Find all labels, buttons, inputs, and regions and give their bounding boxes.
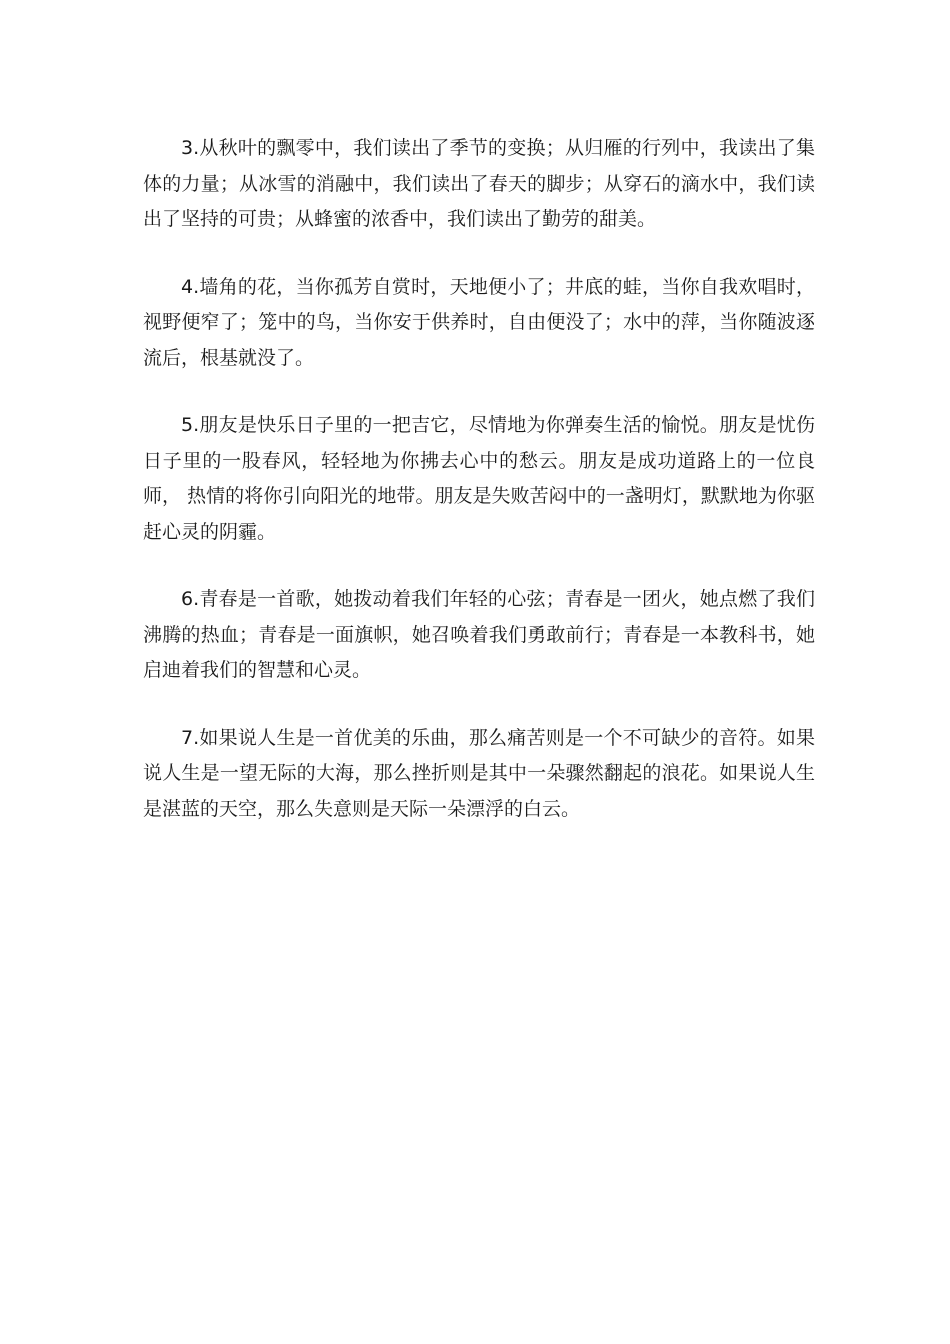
paragraph-5: 5.朋友是快乐日子里的一把吉它，尽情地为你弹奏生活的愉悦。朋友是忧伤日子里的一股春风，轻轻地为你拂去心中的愁云。朋友是成功道路上的一位良师， 热情的将你引向阳光的地带。朋友是失败苦闷中的一盏明灯，默默地为你驱赶心灵的阴霾。 <box>143 414 815 543</box>
document-body <box>143 131 815 859</box>
paragraph-3: 3.从秋叶的飘零中，我们读出了季节的变换；从归雁的行列中，我读出了集体的力量；从冰雪的消融中，我们读出了春天的脚步；从穿石的滴水中，我们读出了坚持的可贵；从蜂蜜的浓香中，我们读出了勤劳的甜美。 <box>143 137 815 230</box>
paragraph-4: 4.墙角的花，当你孤芳自赏时，天地便小了；井底的蛙，当你自我欢唱时，视野便窄了；笼中的鸟，当你安于供养时，自由便没了；水中的萍，当你随波逐流后，根基就没了。 <box>143 275 815 369</box>
paragraph-6: 6.青春是一首歌，她拨动着我们年轻的心弦；青春是一团火，她点燃了我们沸腾的热血；青春是一面旗帜，她召唤着我们勇敢前行；青春是一本教科书，她启迪着我们的智慧和心灵。 <box>143 588 815 681</box>
paragraph-7: 7.如果说人生是一首优美的乐曲，那么痛苦则是一个不可缺少的音符。如果说人生是一望无际的大海，那么挫折则是其中一朵骤然翻起的浪花。如果说人生是湛蓝的天空，那么失意则是天际一朵漂浮的白云。 <box>143 726 815 820</box>
